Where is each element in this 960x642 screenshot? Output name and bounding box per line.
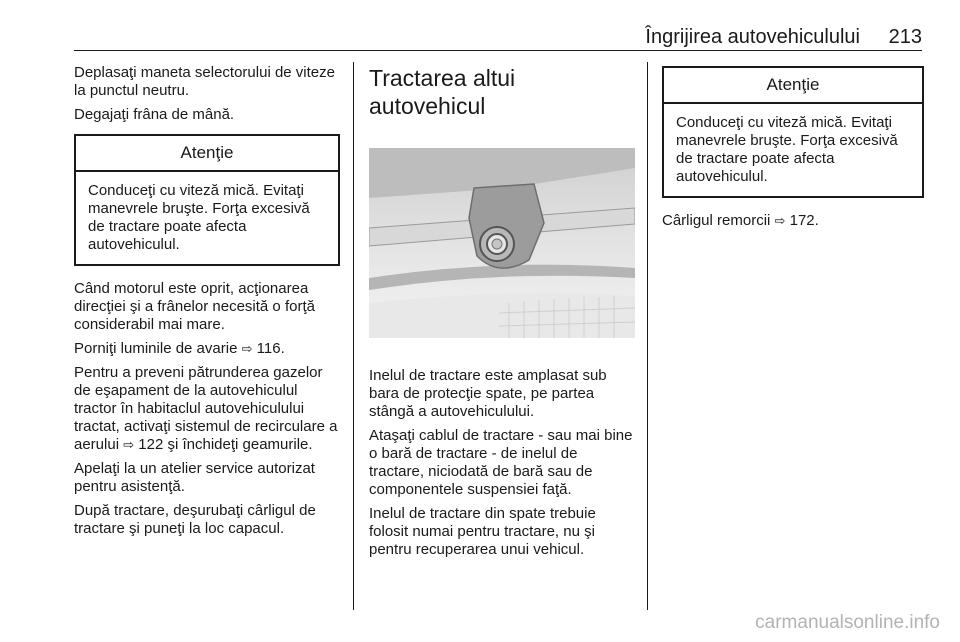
paragraph-trailer-hitch: Cârligul remorcii ⇨ 172. (662, 212, 819, 229)
page-ref-link[interactable]: 116. (256, 340, 285, 357)
column-divider-left (353, 62, 354, 610)
warning-box (74, 134, 340, 266)
column-divider-right (647, 62, 648, 610)
warning-title: Atenţie (664, 68, 922, 104)
paragraph-towing-only: Inelul de tractare din spate trebuie folosit numai pentru tractare, nu şi pentru recuperarea unui vehicul. (369, 505, 596, 558)
paragraph-after-towing: După tractare, deşurubaţi cârligul de tractare şi puneţi la loc capacul. (74, 502, 316, 537)
paragraph-handbrake: Degajaţi frâna de mână. (74, 106, 235, 123)
paragraph-engine-off: Când motorul este oprit, acţionarea direcţiei şi a frânelor necesită o forţă considerabil mai mare. (74, 280, 315, 333)
page-ref-arrow-icon: ⇨ (774, 213, 786, 228)
watermark: carmanualsonline.info (755, 612, 940, 633)
page-ref-link[interactable]: 122 (138, 436, 164, 453)
paragraph-towing-eye-location: Inelul de tractare este amplasat sub bara de protecţie spate, pe partea stângă a autovehiculului. (369, 367, 607, 420)
column-middle (369, 64, 635, 565)
paragraph-neutral: Deplasaţi maneta selectorului de viteze la punctul neutru. (74, 64, 335, 99)
paragraph-hazard-lights: Porniţi luminile de avarie ⇨ 116. (74, 340, 285, 357)
towing-eye-illustration (369, 128, 635, 348)
paragraph-workshop: Apelaţi la un atelier service autorizat pentru asistenţă. (74, 460, 315, 495)
page-ref-arrow-icon: ⇨ (241, 341, 253, 356)
warning-body: Conduceţi cu viteză mică. Evitaţi manevrele bruşte. Forţa excesivă de tractare poate afecta autovehiculul. (676, 114, 898, 185)
warning-title: Atenţie (76, 136, 338, 172)
paragraph-attach-cable: Ataşaţi cablul de tractare - sau mai bine o bară de tractare - de inelul de tractare, niciodată de bară sau de componentele suspensiei faţă. (369, 427, 633, 498)
column-left (74, 64, 340, 544)
section-title: Tractarea altui autovehicul (369, 65, 516, 119)
page-header (74, 26, 922, 51)
chapter-title: Îngrijirea autovehiculului (645, 26, 860, 48)
page-ref-arrow-icon: ⇨ (123, 437, 135, 452)
page-number: 213 (888, 26, 922, 48)
page-ref-link[interactable]: 172. (789, 212, 819, 229)
column-right (662, 64, 924, 236)
warning-body: Conduceţi cu viteză mică. Evitaţi manevrele bruşte. Forţa excesivă de tractare poate afecta autovehiculul. (88, 182, 310, 253)
warning-box (662, 66, 924, 198)
paragraph-recirculation: Pentru a preveni pătrunderea gazelor de eşapament de la autovehiculul tractor în habitaclul autovehiculului tractat, activaţi sistemul de recirculare a aerului ⇨ 122 şi închideţi geamurile. (74, 364, 338, 453)
